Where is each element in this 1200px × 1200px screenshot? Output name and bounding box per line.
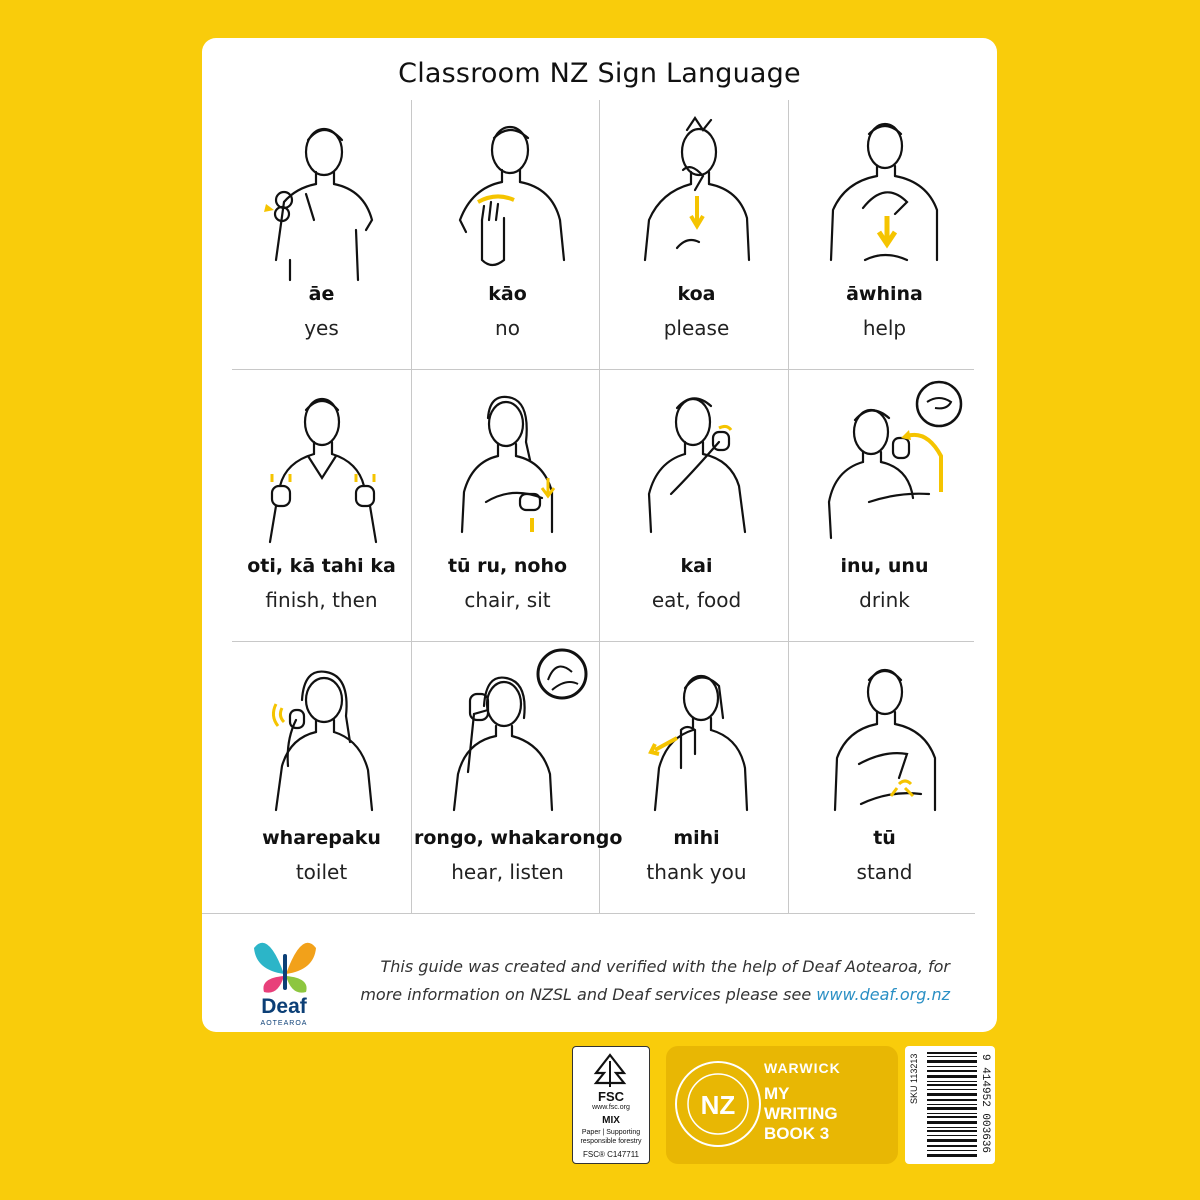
- english-word: toilet: [295, 860, 348, 884]
- barcode-bars-icon: [927, 1052, 977, 1158]
- sign-card-no: [414, 100, 601, 369]
- sku-text: SKU 113213: [909, 1053, 919, 1104]
- fsc-label: [572, 1046, 650, 1164]
- person-signing-yes-illustration: [246, 110, 396, 280]
- english-word: hear, listen: [451, 860, 564, 884]
- deaf-logo-subtitle: AOTEAROA: [260, 1020, 308, 1027]
- person-signing-please-illustration: [621, 110, 771, 280]
- product-title: MY WRITING BOOK 3: [764, 1084, 838, 1143]
- page-title: Classroom NZ Sign Language: [398, 58, 801, 89]
- maori-word: inu, unu: [840, 555, 929, 577]
- sign-card-thank-you: [603, 644, 790, 913]
- badge-center-text: NZ: [700, 1090, 736, 1120]
- fsc-text-1: Paper | Supporting: [581, 1129, 641, 1136]
- person-signing-thank-you-illustration: [621, 654, 771, 824]
- maori-word: āwhina: [846, 283, 923, 305]
- sign-card-hear: [414, 644, 623, 913]
- english-word: drink: [859, 588, 910, 612]
- deaf-logo-wordmark: Deaf: [261, 995, 307, 1018]
- sign-card-chair: [414, 372, 601, 641]
- person-signing-eat-illustration: [621, 382, 771, 552]
- guide-panel: [202, 38, 997, 1032]
- sign-card-yes: [228, 100, 415, 369]
- english-word: chair, sit: [464, 588, 551, 612]
- english-word: eat, food: [651, 588, 742, 612]
- maori-word: āe: [308, 283, 335, 305]
- maori-word: tū ru, noho: [447, 555, 568, 577]
- english-word: yes: [304, 316, 339, 340]
- warwick-wordmark: WARWICK: [764, 1060, 841, 1076]
- english-word: no: [495, 316, 520, 340]
- sign-card-drink: [791, 372, 978, 641]
- sign-grid: [232, 100, 974, 913]
- maori-word: oti, kā tahi ka: [247, 555, 396, 577]
- fsc-tree-icon: [590, 1053, 630, 1089]
- maori-word: wharepaku: [262, 827, 381, 849]
- fsc-mix: MIX: [602, 1115, 620, 1126]
- english-word: please: [663, 316, 730, 340]
- person-signing-hear-illustration: [432, 654, 582, 824]
- maori-word: koa: [677, 283, 716, 305]
- sign-card-help: [791, 100, 978, 369]
- fsc-url: www.fsc.org: [592, 1104, 630, 1111]
- maori-word: mihi: [673, 827, 720, 849]
- english-word: stand: [856, 860, 913, 884]
- credit-line-2: [360, 981, 950, 1009]
- grid-divider: [232, 369, 974, 370]
- sign-card-eat: [603, 372, 790, 641]
- english-word: thank you: [646, 860, 747, 884]
- fsc-text-2: responsible forestry: [580, 1138, 642, 1145]
- barcode-number: 9 414952 003636: [979, 1054, 991, 1154]
- grid-divider: [232, 641, 974, 642]
- fsc-code: FSC® C147711: [583, 1150, 639, 1159]
- credit-line-2-text: more information on NZSL and Deaf services please see: [360, 985, 812, 1004]
- credit-text: [360, 953, 950, 1009]
- english-word: finish, then: [265, 588, 378, 612]
- person-signing-toilet-illustration: [246, 654, 396, 824]
- sign-card-toilet: [228, 644, 415, 913]
- maori-word: kai: [680, 555, 713, 577]
- sign-card-finish: [228, 372, 415, 641]
- barcode-label: [905, 1046, 995, 1164]
- person-signing-stand-illustration: [809, 654, 959, 824]
- person-signing-drink-illustration: [809, 382, 959, 552]
- sign-card-stand: [791, 644, 978, 913]
- footer-divider: [202, 913, 975, 914]
- sign-card-please: [603, 100, 790, 369]
- person-signing-help-illustration: [809, 110, 959, 280]
- fsc-name: FSC: [598, 1089, 624, 1104]
- person-signing-no-illustration: [432, 110, 582, 280]
- maori-word: kāo: [488, 283, 527, 305]
- maori-word: tū: [873, 827, 896, 849]
- warwick-brand-panel: [666, 1046, 898, 1164]
- person-signing-chair-illustration: [432, 382, 582, 552]
- credit-line-1: This guide was created and verified with the help of Deaf Aotearoa, for: [380, 957, 950, 976]
- maori-word: rongo, whakarongo: [414, 827, 623, 849]
- person-signing-finish-illustration: [246, 382, 396, 552]
- deaf-website-link[interactable]: www.deaf.org.nz: [816, 985, 950, 1004]
- english-word: help: [862, 316, 907, 340]
- designed-in-nz-badge-icon: [672, 1058, 764, 1150]
